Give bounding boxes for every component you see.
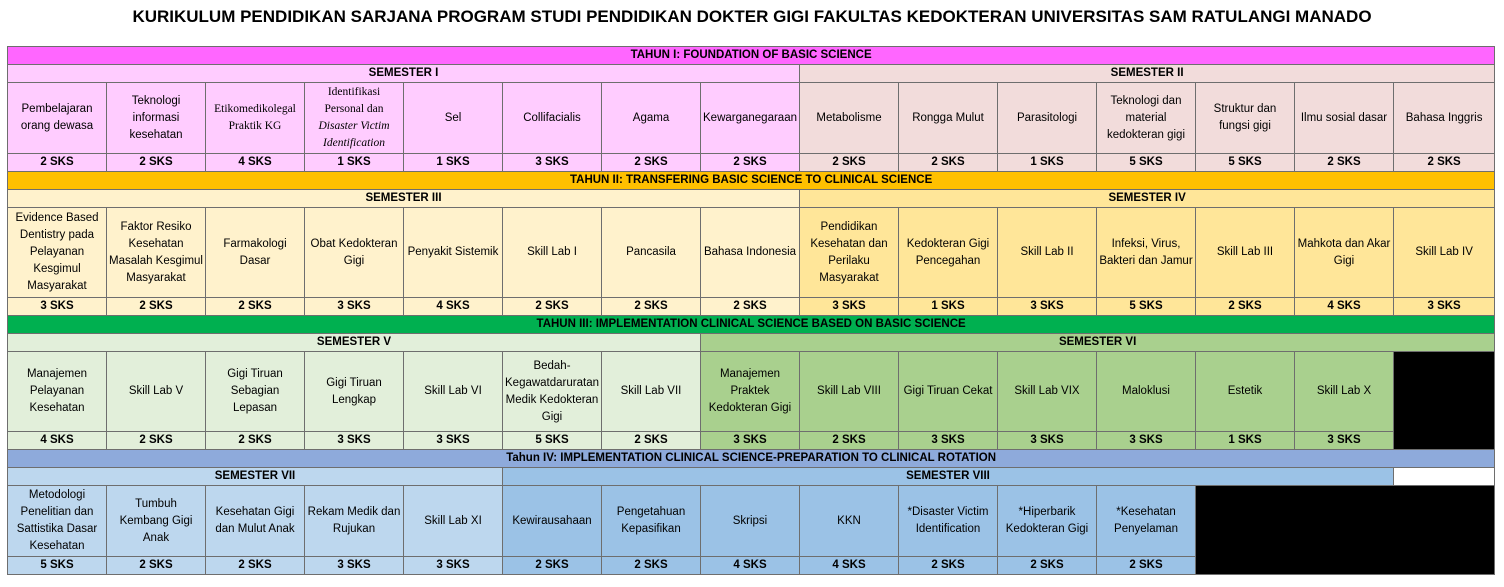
- curriculum-table: [7, 46, 1495, 575]
- course-name: Skill Lab III: [1196, 208, 1295, 298]
- course-sks: 3 SKS: [1295, 432, 1394, 450]
- course-name: Bahasa Indonesia: [701, 208, 800, 298]
- course-sks: 1 SKS: [1196, 432, 1295, 450]
- course-name: Skill Lab V: [107, 352, 206, 432]
- course-name: Skill Lab VIX: [998, 352, 1097, 432]
- course-sks: 4 SKS: [1295, 298, 1394, 316]
- course-name: Tumbuh Kembang Gigi Anak: [107, 486, 206, 557]
- course-name: Skill Lab VII: [602, 352, 701, 432]
- course-name: Teknologi informasi kesehatan: [107, 83, 206, 154]
- course-sks: 3 SKS: [701, 432, 800, 450]
- empty-block: [1196, 486, 1495, 575]
- semester-header-4: SEMESTER IV: [800, 190, 1495, 208]
- course-sks: 3 SKS: [503, 154, 602, 172]
- course-name: Evidence Based Dentistry pada Pelayanan Kesgimul Masyarakat: [8, 208, 107, 298]
- course-name: Skill Lab VI: [404, 352, 503, 432]
- course-sks: 4 SKS: [800, 557, 899, 575]
- course-name: Pengetahuan Kepasifikan: [602, 486, 701, 557]
- course-sks: 2 SKS: [899, 154, 998, 172]
- course-sks: 3 SKS: [998, 432, 1097, 450]
- course-name: Struktur dan fungsi gigi: [1196, 83, 1295, 154]
- course-name: [305, 83, 404, 154]
- course-sks: 3 SKS: [800, 298, 899, 316]
- course-sks: 2 SKS: [1097, 557, 1196, 575]
- course-sks: 2 SKS: [107, 154, 206, 172]
- course-name: Rongga Mulut: [899, 83, 998, 154]
- course-name: Skill Lab VIII: [800, 352, 899, 432]
- course-sks: 2 SKS: [107, 432, 206, 450]
- course-sks: 2 SKS: [206, 557, 305, 575]
- course-name: Penyakit Sistemik: [404, 208, 503, 298]
- course-sks: 3 SKS: [305, 557, 404, 575]
- course-sks: 5 SKS: [503, 432, 602, 450]
- course-name: Metodologi Penelitian dan Sattistika Dasar Kesehatan: [8, 486, 107, 557]
- course-sks: 3 SKS: [404, 432, 503, 450]
- course-sks: 2 SKS: [701, 154, 800, 172]
- course-sks: 3 SKS: [305, 298, 404, 316]
- course-sks: 3 SKS: [305, 432, 404, 450]
- course-name: Pendidikan Kesehatan dan Perilaku Masyarakat: [800, 208, 899, 298]
- semester-header-7: SEMESTER VII: [8, 468, 503, 486]
- course-sks: 1 SKS: [305, 154, 404, 172]
- course-name: Gigi Tiruan Sebagian Lepasan: [206, 352, 305, 432]
- course-sks: 2 SKS: [1394, 154, 1495, 172]
- course-name: Manajemen Pelayanan Kesehatan: [8, 352, 107, 432]
- course-sks: 2 SKS: [602, 557, 701, 575]
- course-sks: 2 SKS: [701, 298, 800, 316]
- course-sks: 2 SKS: [107, 298, 206, 316]
- course-name: Collifacialis: [503, 83, 602, 154]
- course-name: Kedokteran Gigi Pencegahan: [899, 208, 998, 298]
- course-name: Infeksi, Virus, Bakteri dan Jamur: [1097, 208, 1196, 298]
- semester-header-1: SEMESTER I: [8, 65, 800, 83]
- course-name: Kesehatan Gigi dan Mulut Anak: [206, 486, 305, 557]
- course-sks: 2 SKS: [503, 557, 602, 575]
- course-name: *Kesehatan Penyelaman: [1097, 486, 1196, 557]
- course-sks: 3 SKS: [1097, 432, 1196, 450]
- course-name: Agama: [602, 83, 701, 154]
- course-sks: 4 SKS: [8, 432, 107, 450]
- course-sks: 2 SKS: [206, 298, 305, 316]
- course-name: Skill Lab I: [503, 208, 602, 298]
- page-title: KURIKULUM PENDIDIKAN SARJANA PROGRAM STUDI PENDIDIKAN DOKTER GIGI FAKULTAS KEDOKTERAN UNIVERSITAS SAM RATULANGI MANADO: [132, 7, 1372, 26]
- course-name: Skill Lab X: [1295, 352, 1394, 432]
- course-name: Faktor Resiko Kesehatan Masalah Kesgimul Masyarakat: [107, 208, 206, 298]
- course-name: Sel: [404, 83, 503, 154]
- course-name: *Disaster Victim Identification: [899, 486, 998, 557]
- year-header-3: TAHUN III: IMPLEMENTATION CLINICAL SCIENCE BASED ON BASIC SCIENCE: [8, 316, 1495, 334]
- course-name: *Hiperbarik Kedokteran Gigi: [998, 486, 1097, 557]
- year-header-2: TAHUN II: TRANSFERING BASIC SCIENCE TO CLINICAL SCIENCE: [8, 172, 1495, 190]
- course-name: Etikomedikolegal Praktik KG: [206, 83, 305, 154]
- course-name: Ilmu sosial dasar: [1295, 83, 1394, 154]
- course-name: Teknologi dan material kedokteran gigi: [1097, 83, 1196, 154]
- course-sks: 2 SKS: [206, 432, 305, 450]
- semester-header-8: SEMESTER VIII: [503, 468, 1394, 486]
- course-sks: 2 SKS: [1196, 298, 1295, 316]
- course-sks: 2 SKS: [107, 557, 206, 575]
- course-sks: 3 SKS: [998, 298, 1097, 316]
- year-header-1: TAHUN I: FOUNDATION OF BASIC SCIENCE: [8, 47, 1495, 65]
- semester-header-3: SEMESTER III: [8, 190, 800, 208]
- course-name: Pancasila: [602, 208, 701, 298]
- course-name: Mahkota dan Akar Gigi: [1295, 208, 1394, 298]
- course-sks: 4 SKS: [206, 154, 305, 172]
- course-sks: 4 SKS: [701, 557, 800, 575]
- course-name: Skill Lab IV: [1394, 208, 1495, 298]
- course-sks: 2 SKS: [602, 298, 701, 316]
- empty-cell: [1394, 468, 1495, 486]
- course-sks: 2 SKS: [1295, 154, 1394, 172]
- semester-header-2: SEMESTER II: [800, 65, 1495, 83]
- course-sks: 1 SKS: [998, 154, 1097, 172]
- empty-block: [1394, 352, 1495, 450]
- course-name: Skill Lab II: [998, 208, 1097, 298]
- course-name: Kewarganegaraan: [701, 83, 800, 154]
- course-name: Pembelajaran orang dewasa: [8, 83, 107, 154]
- course-sks: 2 SKS: [602, 154, 701, 172]
- course-name: Gigi Tiruan Cekat: [899, 352, 998, 432]
- course-sks: 1 SKS: [899, 298, 998, 316]
- course-name: Obat Kedokteran Gigi: [305, 208, 404, 298]
- course-sks: 2 SKS: [899, 557, 998, 575]
- course-name-part: Identifikasi Personal dan: [324, 86, 384, 115]
- course-sks: 2 SKS: [998, 557, 1097, 575]
- course-name: Kewirausahaan: [503, 486, 602, 557]
- course-sks: 1 SKS: [404, 154, 503, 172]
- course-sks: 5 SKS: [1196, 154, 1295, 172]
- course-sks: 2 SKS: [8, 154, 107, 172]
- course-name: Parasitologi: [998, 83, 1097, 154]
- course-sks: 2 SKS: [602, 432, 701, 450]
- course-name: Rekam Medik dan Rujukan: [305, 486, 404, 557]
- course-sks: 3 SKS: [8, 298, 107, 316]
- course-sks: 4 SKS: [404, 298, 503, 316]
- course-name: Gigi Tiruan Lengkap: [305, 352, 404, 432]
- course-name: Skripsi: [701, 486, 800, 557]
- course-name: Bahasa Inggris: [1394, 83, 1495, 154]
- course-name: Farmakologi Dasar: [206, 208, 305, 298]
- course-sks: 5 SKS: [1097, 154, 1196, 172]
- course-name: Manajemen Praktek Kedokteran Gigi: [701, 352, 800, 432]
- course-sks: 3 SKS: [899, 432, 998, 450]
- course-sks: 5 SKS: [1097, 298, 1196, 316]
- course-sks: 2 SKS: [503, 298, 602, 316]
- semester-header-5: SEMESTER V: [8, 334, 701, 352]
- year-header-4: Tahun IV: IMPLEMENTATION CLINICAL SCIENCE-PREPARATION TO CLINICAL ROTATION: [8, 450, 1495, 468]
- semester-header-6: SEMESTER VI: [701, 334, 1495, 352]
- course-name: Skill Lab XI: [404, 486, 503, 557]
- course-sks: 5 SKS: [8, 557, 107, 575]
- course-name-italic: Disaster Victim Identification: [318, 120, 390, 149]
- course-name: Bedah-Kegawatdaruratan Medik Kedokteran Gigi: [503, 352, 602, 432]
- course-name: KKN: [800, 486, 899, 557]
- course-sks: 2 SKS: [800, 432, 899, 450]
- course-sks: 3 SKS: [1394, 298, 1495, 316]
- course-sks: 3 SKS: [404, 557, 503, 575]
- course-name: Estetik: [1196, 352, 1295, 432]
- course-name: Metabolisme: [800, 83, 899, 154]
- course-name: Maloklusi: [1097, 352, 1196, 432]
- course-sks: 2 SKS: [800, 154, 899, 172]
